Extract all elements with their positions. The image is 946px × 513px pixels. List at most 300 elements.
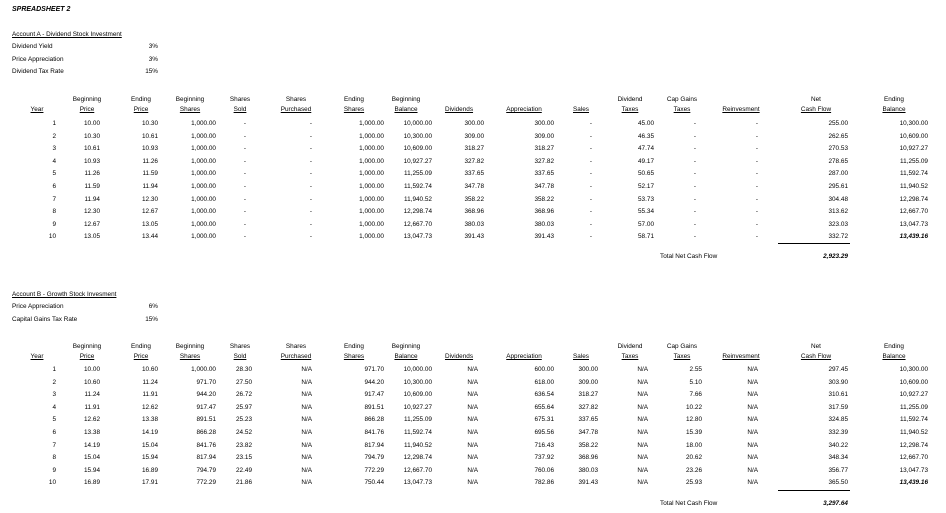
acct-a-cell: - — [755, 233, 758, 241]
acct-b-total-rule — [778, 490, 850, 491]
acct-b-cell: 8 — [52, 454, 56, 462]
acct-a-cell: 11.26 — [84, 170, 100, 178]
acct-a-cell: 1,000.00 — [191, 157, 216, 165]
acct-a-header-reinvestment: Reinvesment — [722, 106, 760, 113]
acct-b-cell: N/A — [637, 429, 648, 436]
acct-a-cell: 337.65 — [464, 170, 484, 178]
acct-b-header-line1: Dividend — [617, 343, 643, 350]
acct-b-cell: 841.76 — [364, 429, 384, 436]
acct-a-cell: 304.48 — [828, 195, 848, 203]
acct-b-total-value: 3,297.64 — [823, 500, 848, 507]
acct-a-cell: - — [309, 120, 312, 127]
acct-a-cell: 11.59 — [142, 170, 158, 178]
acct-b-cell: 841.76 — [196, 441, 216, 449]
acct-a-cell: 45.00 — [638, 120, 654, 127]
acct-a-cell: 7 — [52, 195, 56, 203]
acct-a-cell: 11.94 — [84, 195, 100, 203]
acct-b-cell: 11.91 — [142, 391, 158, 399]
acct-b-cell: 10,300.00 — [899, 366, 928, 373]
acct-b-cell: 737.92 — [534, 454, 554, 462]
acct-b-cell: 695.56 — [534, 429, 554, 436]
acct-b-header-line1: Ending — [344, 343, 364, 350]
acct-b-cell: N/A — [467, 391, 478, 399]
acct-b-param-value: 15% — [145, 315, 158, 323]
acct-a-cell: 13.05 — [84, 233, 100, 241]
acct-b-cell: 10.22 — [686, 403, 702, 411]
acct-b-cell: 15.94 — [84, 466, 100, 474]
acct-a-cell: 270.53 — [828, 145, 848, 153]
acct-b-cell: 760.06 — [534, 466, 554, 474]
acct-b-cell: 25.23 — [236, 416, 252, 424]
acct-a-cell: 1,000.00 — [359, 120, 384, 127]
acct-b-cell: 11,592.74 — [900, 416, 928, 424]
acct-b-cell: 7 — [52, 441, 56, 449]
acct-a-cell: 313.62 — [828, 208, 848, 216]
acct-b-cell: 10.60 — [142, 366, 158, 373]
acct-b-cell: 21.86 — [236, 479, 252, 487]
acct-b-cell: 6 — [52, 429, 56, 436]
acct-b-cell: N/A — [301, 391, 312, 399]
acct-a-cell: - — [589, 208, 592, 216]
acct-b-cell: 917.47 — [196, 403, 216, 411]
acct-a-header-cash_flow: Cash Flow — [800, 106, 832, 113]
acct-b-cell: 13,439.16 — [899, 479, 928, 487]
acct-a-total-rule — [778, 243, 850, 244]
acct-a-cell: 347.78 — [534, 183, 554, 190]
acct-b-cell: 327.82 — [578, 403, 598, 411]
acct-b-param-value: 6% — [148, 303, 158, 310]
acct-b-cell: 3 — [52, 391, 56, 399]
acct-b-header-taxes: Taxes — [673, 353, 691, 360]
acct-a-cell: - — [309, 183, 312, 190]
acct-b-cell: 13.38 — [84, 429, 100, 436]
acct-b-cell: 22.49 — [236, 466, 252, 474]
acct-b-header-line1: Cap Gains — [666, 343, 698, 350]
acct-b-header-balance: Balance — [882, 353, 906, 360]
acct-a-param-value: 3% — [148, 55, 158, 63]
acct-a-cell: 13,047.73 — [403, 233, 432, 241]
acct-b-cell: N/A — [467, 378, 478, 386]
acct-a-header-taxes: Taxes — [673, 106, 691, 113]
acct-b-header-line1: Beginning — [391, 343, 421, 350]
acct-a-header-line1: Dividend — [617, 96, 643, 103]
acct-b-cell: 12.62 — [142, 403, 158, 411]
acct-a-cell: - — [693, 233, 696, 241]
acct-b-cell: N/A — [637, 378, 648, 386]
acct-a-cell: 10.93 — [142, 145, 158, 153]
acct-a-cell: 57.00 — [638, 220, 654, 228]
acct-a-cell: - — [693, 132, 696, 140]
acct-b-header-line1: Net — [811, 343, 821, 350]
acct-b-cell: 11,255.09 — [900, 403, 928, 411]
acct-a-cell: - — [589, 132, 592, 140]
acct-a-cell: 10 — [48, 233, 56, 241]
acct-a-cell: - — [693, 145, 696, 153]
acct-a-cell: - — [755, 208, 758, 216]
acct-a-header-purchased: Purchased — [280, 106, 312, 113]
acct-b-cell: 10,000.00 — [403, 366, 432, 373]
acct-a-cell: 10,927.27 — [403, 157, 432, 165]
acct-a-cell: - — [693, 195, 696, 203]
acct-b-cell: 655.64 — [534, 403, 554, 411]
acct-b-cell: 12,298.74 — [403, 454, 432, 462]
acct-b-header-sales: Sales — [573, 353, 589, 360]
acct-a-header-line1: Ending — [344, 96, 364, 103]
acct-a-header-line1: Beginning — [175, 96, 205, 103]
acct-a-cell: 5 — [52, 170, 56, 178]
acct-b-cell: 636.54 — [534, 391, 554, 399]
acct-a-cell: 10.30 — [142, 120, 158, 127]
acct-b-cell: 23.26 — [686, 466, 702, 474]
acct-b-cell: 11,940.52 — [900, 429, 928, 436]
acct-b-cell: N/A — [747, 441, 758, 449]
acct-a-cell: - — [755, 120, 758, 127]
acct-a-cell: - — [755, 183, 758, 190]
acct-b-cell: N/A — [301, 441, 312, 449]
acct-b-cell: 28.30 — [236, 366, 252, 373]
acct-b-cell: 772.29 — [364, 466, 384, 474]
acct-b-header-reinvestment: Reinvesment — [722, 353, 760, 360]
acct-a-cell: 12,298.74 — [899, 195, 928, 203]
acct-a-cell: - — [243, 120, 246, 127]
acct-b-cell: 25.93 — [686, 479, 702, 487]
acct-b-cell: N/A — [467, 466, 478, 474]
acct-b-cell: N/A — [467, 429, 478, 436]
acct-b-cell: N/A — [301, 378, 312, 386]
acct-a-cell: 10,609.00 — [899, 132, 928, 140]
acct-a-cell: 10.00 — [84, 120, 100, 127]
acct-b-header-purchased: Purchased — [280, 353, 312, 360]
acct-a-cell: - — [589, 195, 592, 203]
acct-b-cell: 303.90 — [828, 378, 848, 386]
acct-b-cell: N/A — [301, 454, 312, 462]
acct-a-cell: 332.72 — [828, 233, 848, 241]
acct-b-cell: 817.94 — [196, 454, 216, 462]
acct-a-header-price: Price — [133, 106, 149, 113]
acct-a-header-line1: Ending — [884, 96, 904, 103]
acct-a-cell: 49.17 — [638, 157, 654, 165]
acct-a-cell: 13,047.73 — [899, 220, 928, 228]
acct-b-cell: 15.94 — [142, 454, 158, 462]
acct-a-cell: 1,000.00 — [191, 208, 216, 216]
acct-a-cell: 12.30 — [84, 208, 100, 216]
acct-a-header-sales: Sales — [573, 106, 589, 113]
acct-a-cell: 12,667.70 — [403, 220, 432, 228]
acct-b-cell: N/A — [301, 403, 312, 411]
acct-b-cell: 310.61 — [828, 391, 848, 399]
acct-a-header-line1: Net — [811, 96, 821, 103]
acct-b-cell: N/A — [637, 391, 648, 399]
acct-a-cell: - — [589, 120, 592, 127]
acct-a-header-line1: Cap Gains — [666, 96, 698, 103]
acct-a-cell: 53.73 — [638, 195, 654, 203]
acct-a-cell: - — [755, 157, 758, 165]
acct-b-cell: N/A — [747, 454, 758, 462]
acct-a-cell: 11,940.52 — [404, 195, 432, 203]
acct-b-cell: N/A — [301, 429, 312, 436]
acct-a-cell: 255.00 — [828, 120, 848, 127]
acct-a-cell: - — [309, 208, 312, 216]
acct-b-cell: 26.72 — [236, 391, 252, 399]
acct-a-cell: 47.74 — [638, 145, 654, 153]
acct-a-cell: 4 — [52, 157, 56, 165]
acct-b-cell: N/A — [747, 416, 758, 424]
acct-b-cell: N/A — [637, 454, 648, 462]
acct-a-cell: 1,000.00 — [359, 183, 384, 190]
acct-a-header-line1: Beginning — [72, 96, 102, 103]
acct-a-cell: 58.71 — [638, 233, 654, 241]
acct-b-cell: 27.50 — [236, 378, 252, 386]
acct-a-cell: 13,439.16 — [899, 233, 928, 241]
acct-b-cell: 2 — [52, 378, 56, 386]
acct-a-cell: 11,255.09 — [404, 170, 432, 178]
acct-a-cell: 368.96 — [464, 208, 484, 216]
acct-b-cell: 340.22 — [828, 441, 848, 449]
acct-a-header-line1: Ending — [131, 96, 151, 103]
acct-a-cell: 10.61 — [142, 132, 158, 140]
acct-b-cell: 13,047.73 — [899, 466, 928, 474]
acct-b-cell: 10,609.00 — [403, 391, 432, 399]
acct-a-cell: 1,000.00 — [359, 233, 384, 241]
acct-b-cell: N/A — [301, 366, 312, 373]
acct-a-header-line1: Shares — [229, 96, 251, 103]
acct-a-param-value: 3% — [148, 43, 158, 50]
acct-b-cell: 318.27 — [578, 391, 598, 399]
acct-b-cell: 794.79 — [364, 454, 384, 462]
acct-a-cell: 13.05 — [142, 220, 158, 228]
acct-b-header-price: Price — [79, 353, 95, 360]
acct-b-cell: 15.04 — [142, 441, 158, 449]
acct-a-cell: - — [589, 170, 592, 178]
acct-b-cell: N/A — [747, 466, 758, 474]
acct-a-header-taxes: Taxes — [621, 106, 639, 113]
acct-a-header-price: Price — [79, 106, 95, 113]
acct-a-header-year: Year — [30, 106, 44, 113]
acct-a-cell: - — [309, 157, 312, 165]
acct-a-cell: 327.82 — [464, 157, 484, 165]
acct-a-cell: - — [693, 208, 696, 216]
acct-b-cell: N/A — [467, 454, 478, 462]
acct-b-cell: N/A — [301, 416, 312, 424]
acct-b-header-line1: Ending — [884, 343, 904, 350]
acct-b-cell: 10.00 — [84, 366, 100, 373]
acct-b-cell: 391.43 — [578, 479, 598, 487]
acct-a-cell: 3 — [52, 145, 56, 153]
acct-a-cell: 10,000.00 — [403, 120, 432, 127]
acct-b-cell: N/A — [637, 416, 648, 424]
acct-a-cell: - — [693, 157, 696, 165]
acct-b-cell: 794.79 — [196, 466, 216, 474]
acct-b-cell: 10.60 — [84, 378, 100, 386]
acct-b-header-shares_w: Shares — [343, 353, 365, 360]
acct-b-cell: 380.03 — [578, 466, 598, 474]
acct-b-cell: 1 — [52, 366, 56, 373]
acct-a-header-appreciation: Appreciation — [506, 106, 542, 113]
acct-a-cell: - — [589, 233, 592, 241]
acct-a-cell: - — [693, 183, 696, 190]
acct-b-cell: 782.86 — [534, 479, 554, 487]
acct-b-cell: 971.70 — [196, 378, 216, 386]
acct-b-cell: 1,000.00 — [191, 366, 216, 373]
acct-a-cell: 11.59 — [84, 183, 100, 190]
acct-b-header-shares_w: Shares — [179, 353, 201, 360]
acct-b-cell: 11.24 — [84, 391, 100, 399]
acct-b-cell: 12,298.74 — [899, 441, 928, 449]
acct-b-cell: 716.43 — [534, 441, 554, 449]
acct-b-header-price: Price — [133, 353, 149, 360]
acct-b-cell: 12,667.70 — [403, 466, 432, 474]
acct-a-cell: 46.35 — [638, 132, 654, 140]
acct-a-param-label: Dividend Yield — [12, 43, 53, 50]
acct-a-cell: 358.22 — [534, 195, 554, 203]
acct-b-cell: N/A — [637, 479, 648, 487]
acct-b-cell: 12.62 — [84, 416, 100, 424]
acct-a-cell: 1,000.00 — [191, 170, 216, 178]
acct-a-cell: - — [243, 170, 246, 178]
sheet-title: SPREADSHEET 2 — [12, 6, 71, 13]
acct-b-cell: 10,300.00 — [403, 378, 432, 386]
acct-a-cell: 391.43 — [464, 233, 484, 241]
acct-b-cell: 891.51 — [196, 416, 216, 424]
acct-a-cell: 1,000.00 — [191, 145, 216, 153]
acct-b-cell: 365.50 — [828, 479, 848, 487]
acct-b-header-sold: Sold — [233, 353, 247, 360]
acct-b-cell: 600.00 — [534, 366, 554, 373]
acct-a-cell: 10.61 — [84, 145, 100, 153]
acct-a-cell: 391.43 — [534, 233, 554, 241]
acct-a-header-line1: Shares — [285, 96, 307, 103]
acct-a-cell: 1,000.00 — [191, 195, 216, 203]
acct-b-cell: 5 — [52, 416, 56, 424]
acct-b-cell: 12,667.70 — [899, 454, 928, 462]
acct-a-cell: - — [243, 132, 246, 140]
acct-a-header-shares_w: Shares — [343, 106, 365, 113]
acct-a-cell: 327.82 — [534, 157, 554, 165]
acct-a-cell: - — [755, 195, 758, 203]
acct-a-cell: - — [755, 145, 758, 153]
acct-b-cell: 9 — [52, 466, 56, 474]
acct-a-cell: - — [243, 208, 246, 216]
acct-b-cell: 12.80 — [686, 416, 702, 424]
acct-a-cell: 300.00 — [464, 120, 484, 127]
acct-a-cell: 1,000.00 — [359, 220, 384, 228]
acct-a-total-value: 2,923.29 — [823, 253, 848, 260]
acct-a-cell: 1,000.00 — [191, 233, 216, 241]
acct-b-header-line1: Shares — [285, 343, 307, 350]
acct-a-cell: 1,000.00 — [191, 220, 216, 228]
acct-a-param-label: Dividend Tax Rate — [12, 68, 64, 75]
acct-a-cell: - — [243, 183, 246, 190]
acct-a-cell: - — [589, 157, 592, 165]
acct-a-cell: - — [309, 132, 312, 140]
acct-b-cell: 348.34 — [828, 454, 848, 462]
acct-a-cell: 10,609.00 — [403, 145, 432, 153]
acct-b-cell: 14.19 — [84, 441, 100, 449]
acct-b-header-line1: Shares — [229, 343, 251, 350]
acct-a-cell: 11.94 — [142, 183, 158, 190]
acct-a-cell: 1,000.00 — [191, 120, 216, 127]
acct-a-cell: 8 — [52, 208, 56, 216]
acct-b-cell: N/A — [747, 366, 758, 373]
acct-a-cell: 12.30 — [142, 195, 158, 203]
acct-b-cell: 358.22 — [578, 441, 598, 449]
acct-a-cell: 10.30 — [84, 132, 100, 140]
acct-b-cell: 10,609.00 — [899, 378, 928, 386]
acct-a-cell: 11.26 — [142, 157, 158, 165]
acct-b-header-dividends: Dividends — [444, 353, 474, 360]
acct-a-cell: 1,000.00 — [359, 145, 384, 153]
acct-b-cell: 10,927.27 — [899, 391, 928, 399]
acct-a-cell: 295.61 — [828, 183, 848, 190]
acct-b-cell: 16.89 — [84, 479, 100, 487]
acct-b-header-line1: Ending — [131, 343, 151, 350]
acct-b-cell: 16.89 — [142, 466, 158, 474]
acct-a-cell: 309.00 — [534, 132, 554, 140]
acct-b-cell: 332.39 — [828, 429, 848, 436]
acct-b-cell: 866.28 — [196, 429, 216, 436]
acct-b-cell: N/A — [637, 466, 648, 474]
acct-a-cell: 278.65 — [828, 157, 848, 165]
acct-b-header-year: Year — [30, 353, 44, 360]
acct-a-cell: 12,667.70 — [899, 208, 928, 216]
acct-a-cell: 1,000.00 — [359, 170, 384, 178]
acct-a-cell: 358.22 — [464, 195, 484, 203]
acct-b-cell: 11,940.52 — [404, 441, 432, 449]
acct-b-cell: 10 — [48, 479, 56, 487]
acct-a-cell: 13.44 — [142, 233, 158, 241]
acct-a-cell: 309.00 — [464, 132, 484, 140]
acct-a-cell: 347.78 — [464, 183, 484, 190]
acct-a-cell: 1,000.00 — [191, 183, 216, 190]
acct-a-cell: - — [755, 220, 758, 228]
acct-a-cell: 12.67 — [84, 220, 100, 228]
acct-b-cell: 10,927.27 — [403, 403, 432, 411]
acct-a-cell: 6 — [52, 183, 56, 190]
acct-a-cell: - — [309, 170, 312, 178]
acct-a-cell: - — [309, 220, 312, 228]
acct-b-cell: 11.91 — [84, 403, 100, 411]
acct-a-header-balance: Balance — [394, 106, 418, 113]
acct-a-cell: - — [243, 157, 246, 165]
acct-b-cell: 309.00 — [578, 378, 598, 386]
acct-b-cell: 891.51 — [364, 403, 384, 411]
acct-a-cell: 380.03 — [534, 220, 554, 228]
acct-b-cell: 300.00 — [578, 366, 598, 373]
acct-b-cell: N/A — [747, 391, 758, 399]
acct-a-cell: 9 — [52, 220, 56, 228]
acct-a-cell: 1,000.00 — [359, 157, 384, 165]
acct-a-cell: - — [309, 233, 312, 241]
acct-a-cell: 11,255.09 — [900, 157, 928, 165]
acct-b-cell: 15.04 — [84, 454, 100, 462]
acct-b-cell: 17.91 — [142, 479, 158, 487]
acct-b-cell: 4 — [52, 403, 56, 411]
acct-b-cell: 772.29 — [196, 479, 216, 487]
acct-b-cell: 324.85 — [828, 416, 848, 424]
acct-b-cell: 25.97 — [236, 403, 252, 411]
acct-b-cell: N/A — [467, 366, 478, 373]
acct-a-cell: 287.00 — [828, 170, 848, 178]
acct-b-cell: 866.28 — [364, 416, 384, 424]
acct-b-cell: 18.00 — [686, 441, 702, 449]
acct-a-total-label: Total Net Cash Flow — [660, 253, 718, 260]
acct-b-cell: 20.62 — [686, 454, 702, 462]
acct-b-cell: 11,255.09 — [404, 416, 432, 424]
acct-a-cell: 11,592.74 — [900, 170, 928, 178]
acct-b-cell: N/A — [747, 378, 758, 386]
acct-a-cell: - — [243, 220, 246, 228]
acct-b-cell: 337.65 — [578, 416, 598, 424]
